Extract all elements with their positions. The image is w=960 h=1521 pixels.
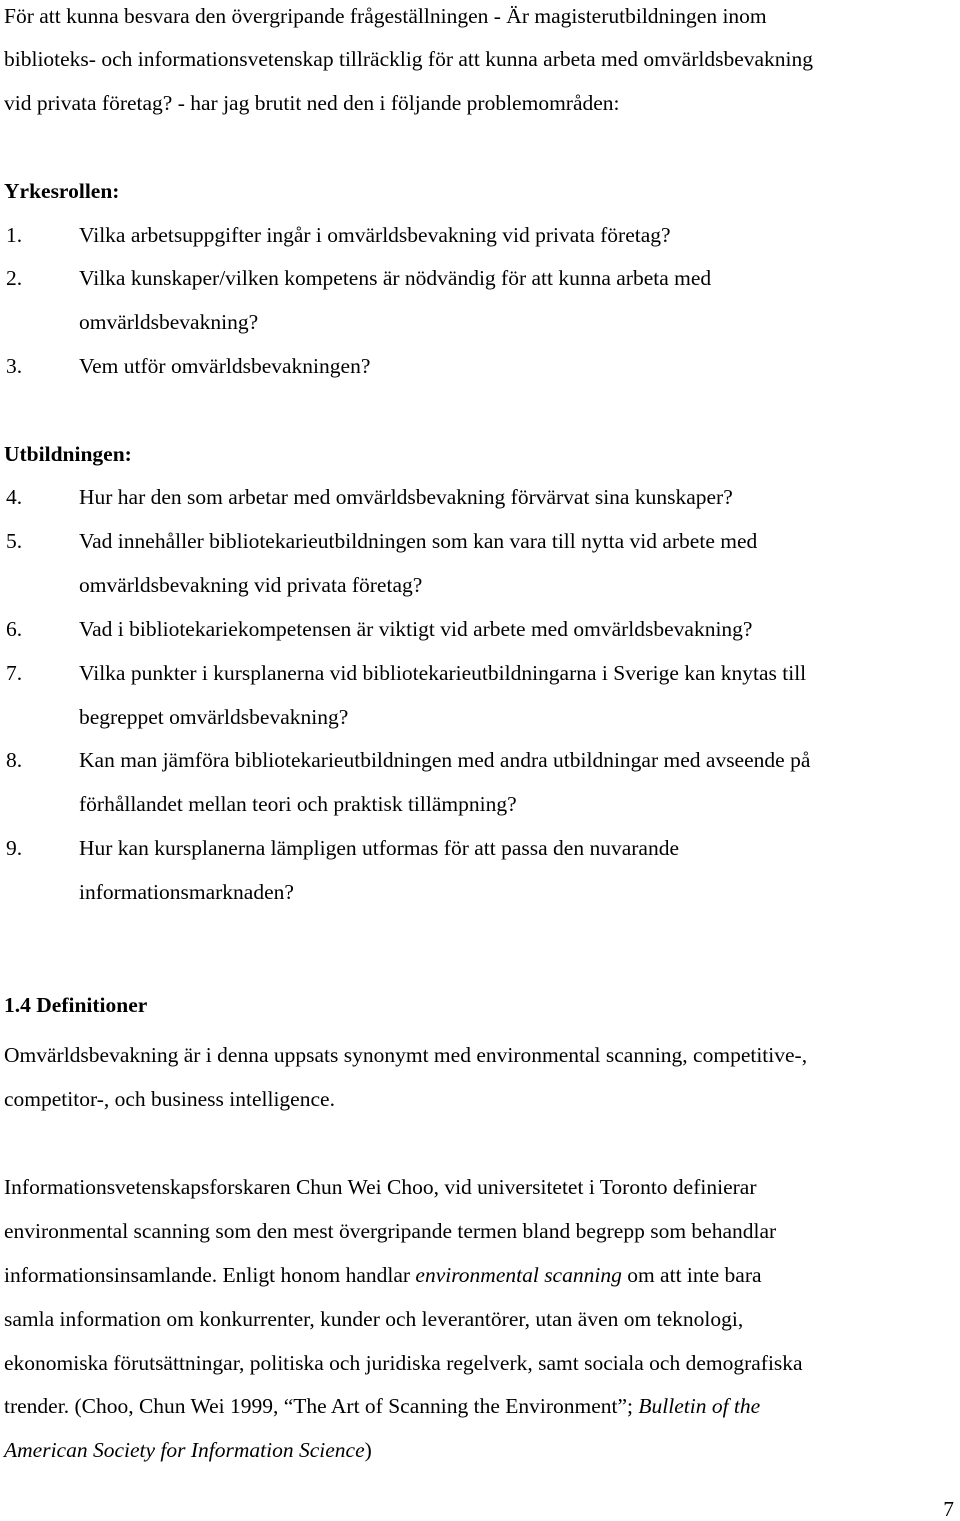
list-item-text: Vilka arbetsuppgifter ingår i omvärldsbevakning vid privata företag? xyxy=(79,223,671,247)
list-item-number: 9. xyxy=(6,836,23,860)
list-item-text: informationsmarknaden? xyxy=(79,880,294,904)
intro-line: biblioteks- och informationsvetenskap tillräcklig för att kunna arbeta med omvärldsbevakning xyxy=(4,47,814,71)
paragraph-line: Informationsvetenskapsforskaren Chun Wei Choo, vid universitetet i Toronto definierar xyxy=(4,1175,757,1199)
list-item-text: omvärldsbevakning? xyxy=(79,310,259,334)
list-item-text: begreppet omvärldsbevakning? xyxy=(79,705,349,729)
list-item-text: Vad innehåller bibliotekarieutbildningen som kan vara till nytta vid arbete med xyxy=(79,529,758,553)
emphasis-term: environmental scanning xyxy=(415,1263,622,1287)
citation-journal: Bulletin of the xyxy=(638,1394,761,1418)
list-item-text: Kan man jämföra bibliotekarieutbildningen med andra utbildningar med avseende på xyxy=(79,748,811,772)
list-item-number: 7. xyxy=(6,661,23,685)
paragraph-line: environmental scanning som den mest övergripande termen bland begrepp som behandlar xyxy=(4,1219,777,1243)
paragraph-line: Omvärldsbevakning är i denna uppsats synonymt med environmental scanning, competitive-, xyxy=(4,1043,808,1067)
list-item-text: förhållandet mellan teori och praktisk tillämpning? xyxy=(79,792,517,816)
paragraph-line xyxy=(4,1436,372,1464)
list-item-number: 8. xyxy=(6,748,23,772)
list-item-text: omvärldsbevakning vid privata företag? xyxy=(79,573,423,597)
list-item-text: Vilka punkter i kursplanerna vid bibliotekarieutbildningarna i Sverige kan knytas till xyxy=(79,661,807,685)
list-item-number: 6. xyxy=(6,617,23,641)
list-item-number: 4. xyxy=(6,485,23,509)
text-run: informationsinsamlande. Enligt honom handlar xyxy=(4,1263,416,1287)
list-item-text: Vem utför omvärldsbevakningen? xyxy=(79,354,371,378)
page-number: 7 xyxy=(943,1497,954,1521)
list-item-text: Hur kan kursplanerna lämpligen utformas för att passa den nuvarande xyxy=(79,836,680,860)
list-item-text: Vad i bibliotekariekompetensen är viktigt vid arbete med omvärldsbevakning? xyxy=(79,617,753,641)
paragraph-line xyxy=(4,1261,762,1289)
section-heading-definitioner: 1.4 Definitioner xyxy=(4,993,148,1017)
paragraph-line: samla information om konkurrenter, kunder och leverantörer, utan även om teknologi, xyxy=(4,1307,744,1331)
section-heading-yrkesrollen: Yrkesrollen: xyxy=(4,179,120,203)
text-run: trender. (Choo, Chun Wei 1999, “The Art of Scanning the Environment”; xyxy=(4,1394,639,1418)
list-item-number: 2. xyxy=(6,266,23,290)
paragraph-line: ekonomiska förutsättningar, politiska och juridiska regelverk, samt sociala och demografiska xyxy=(4,1351,803,1375)
list-item-number: 5. xyxy=(6,529,23,553)
list-item-number: 1. xyxy=(6,223,23,247)
list-item-text: Vilka kunskaper/vilken kompetens är nödvändig för att kunna arbeta med xyxy=(79,266,712,290)
text-run: ) xyxy=(364,1438,372,1462)
section-heading-utbildningen: Utbildningen: xyxy=(4,442,132,466)
list-item-text: Hur har den som arbetar med omvärldsbevakning förvärvat sina kunskaper? xyxy=(79,485,733,509)
paragraph-line: competitor-, och business intelligence. xyxy=(4,1087,335,1111)
intro-line: vid privata företag? - har jag brutit ned den i följande problemområden: xyxy=(4,91,620,115)
text-run: om att inte bara xyxy=(621,1263,762,1287)
intro-line: För att kunna besvara den övergripande frågeställningen - Är magisterutbildningen inom xyxy=(4,4,767,28)
list-item-number: 3. xyxy=(6,354,23,378)
citation-journal: American Society for Information Science xyxy=(4,1438,365,1462)
paragraph-line xyxy=(4,1392,760,1420)
